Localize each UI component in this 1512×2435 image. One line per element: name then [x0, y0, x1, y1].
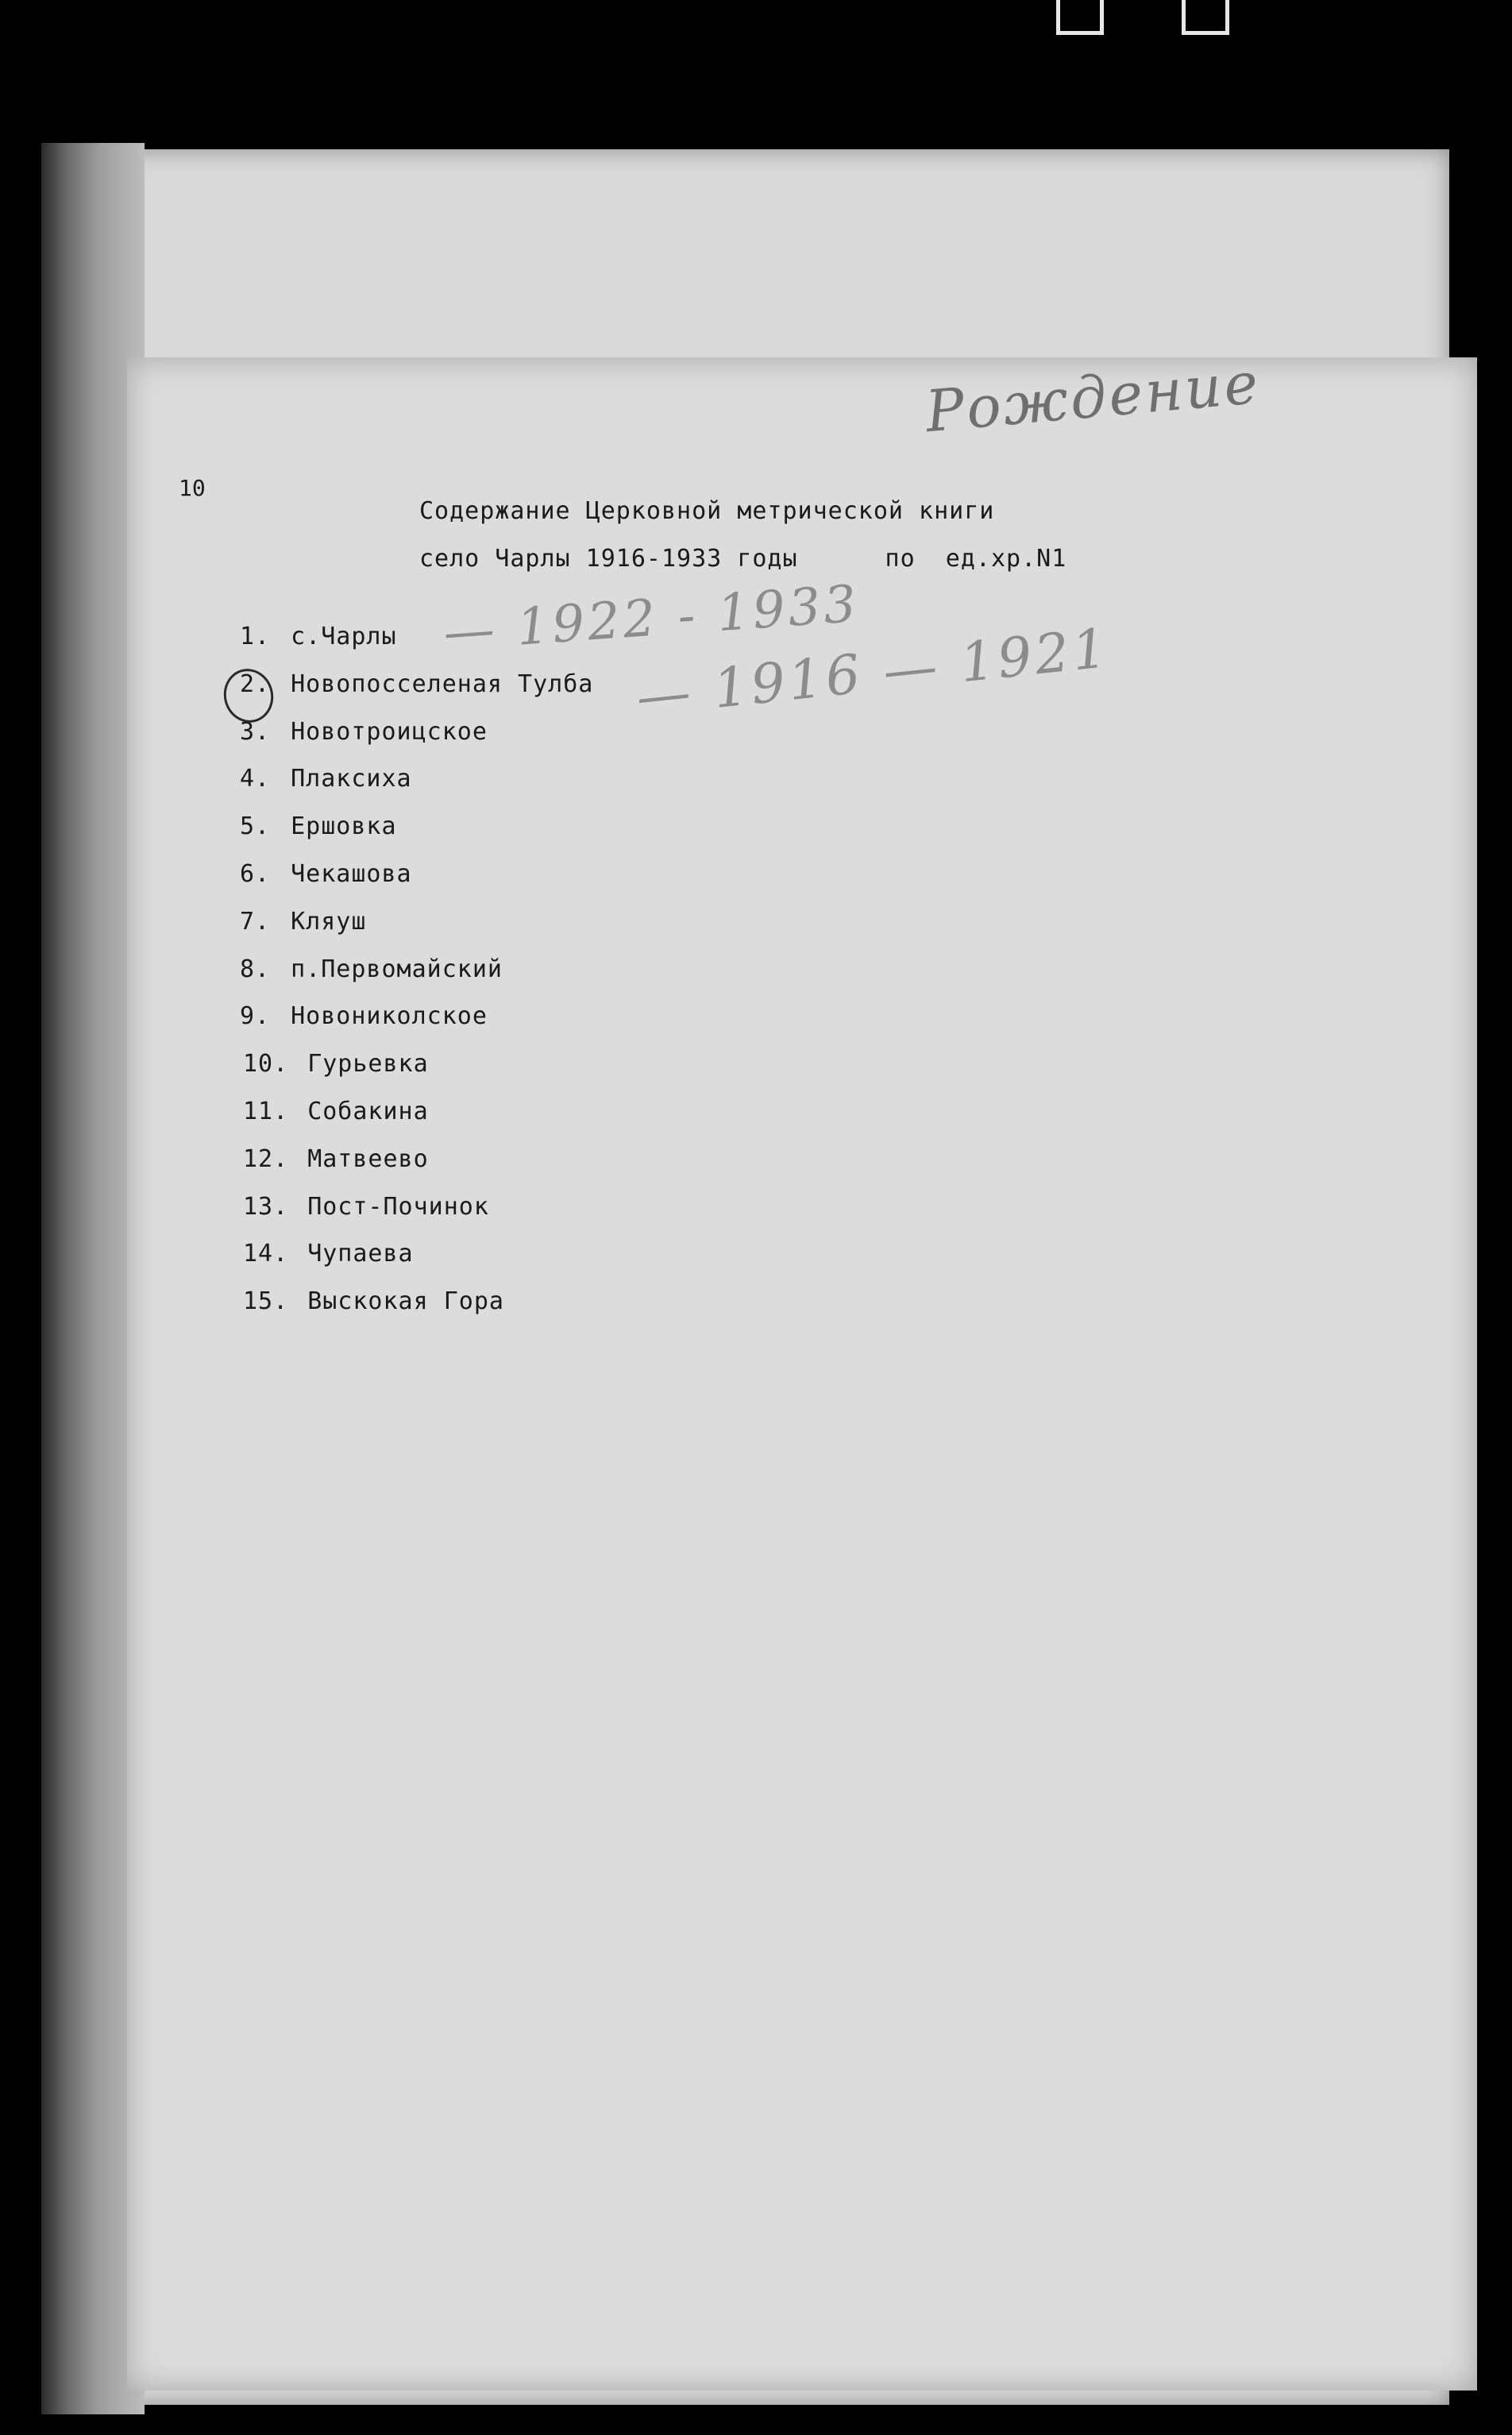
list-item-number: 15. [243, 1287, 289, 1316]
list-item-text: Чупаева [307, 1240, 414, 1268]
list-item [240, 860, 412, 888]
list-item-text: Новотроицское [291, 717, 488, 746]
list-item [240, 1002, 488, 1030]
list-item [240, 955, 503, 983]
list-item [240, 718, 488, 746]
list-item-number: 1. [240, 623, 271, 650]
list-item [240, 765, 412, 793]
list-item [243, 1287, 504, 1315]
list-item-number: 12. [243, 1144, 289, 1173]
list-item-number: 2. [240, 670, 271, 698]
list-item-text: Чекашова [291, 860, 412, 888]
list-item [240, 812, 397, 840]
list-item-number: 6. [240, 860, 271, 888]
list-item [243, 1145, 429, 1173]
handwritten-note-years-1: — 1922 - 1933 [442, 574, 862, 663]
list-item [243, 1193, 489, 1221]
list-item [240, 908, 366, 936]
list-item-number: 11. [243, 1098, 289, 1125]
list-item-text: Плаксиха [291, 765, 412, 793]
list-item [243, 1240, 414, 1268]
film-frame-mark-left [1056, 0, 1104, 35]
list-item [240, 670, 593, 698]
film-frame-mark-right [1182, 0, 1229, 35]
list-item [243, 1050, 429, 1078]
list-item-text: Новониколское [291, 1002, 488, 1031]
list-item-text: Собакина [307, 1098, 429, 1125]
list-item-text: Матвеево [307, 1144, 429, 1173]
list-item-number: 10. [243, 1050, 289, 1079]
list-item-number: 8. [240, 955, 271, 983]
list-item-number: 3. [240, 717, 271, 746]
list-item-number: 14. [243, 1240, 289, 1268]
list-item [240, 623, 397, 650]
list-item-text: п.Первомайский [291, 955, 503, 983]
list-item-number: 4. [240, 765, 271, 793]
list-item-text: с.Чарлы [291, 623, 397, 650]
list-item-number: 7. [240, 907, 271, 936]
list-item-text: Ершовка [291, 812, 397, 841]
list-item-text: Гурьевка [307, 1050, 429, 1079]
list-item-text: Пост-Починок [307, 1192, 489, 1221]
list-item [243, 1098, 429, 1125]
document-title: Содержание Церковной метрической книги [419, 497, 995, 525]
list-item-number: 13. [243, 1192, 289, 1221]
list-item-text: Новопосселеная Тулба [291, 670, 594, 698]
sheet-number: 10 [179, 475, 206, 501]
document-subtitle [419, 545, 1066, 573]
handwritten-header: Рождение [923, 349, 1263, 446]
list-item-number: 9. [240, 1002, 271, 1031]
list-item-text: Выскокая Гора [307, 1287, 504, 1316]
list-item-number: 5. [240, 812, 271, 841]
handwritten-note-years-2: — 1916 — 1921 [633, 616, 1113, 730]
subtitle-text: село Чарлы 1916-1933 годы [419, 545, 798, 573]
list-item-text: Кляуш [291, 907, 367, 936]
storage-unit: по ед.хр.N1 [885, 545, 1067, 573]
